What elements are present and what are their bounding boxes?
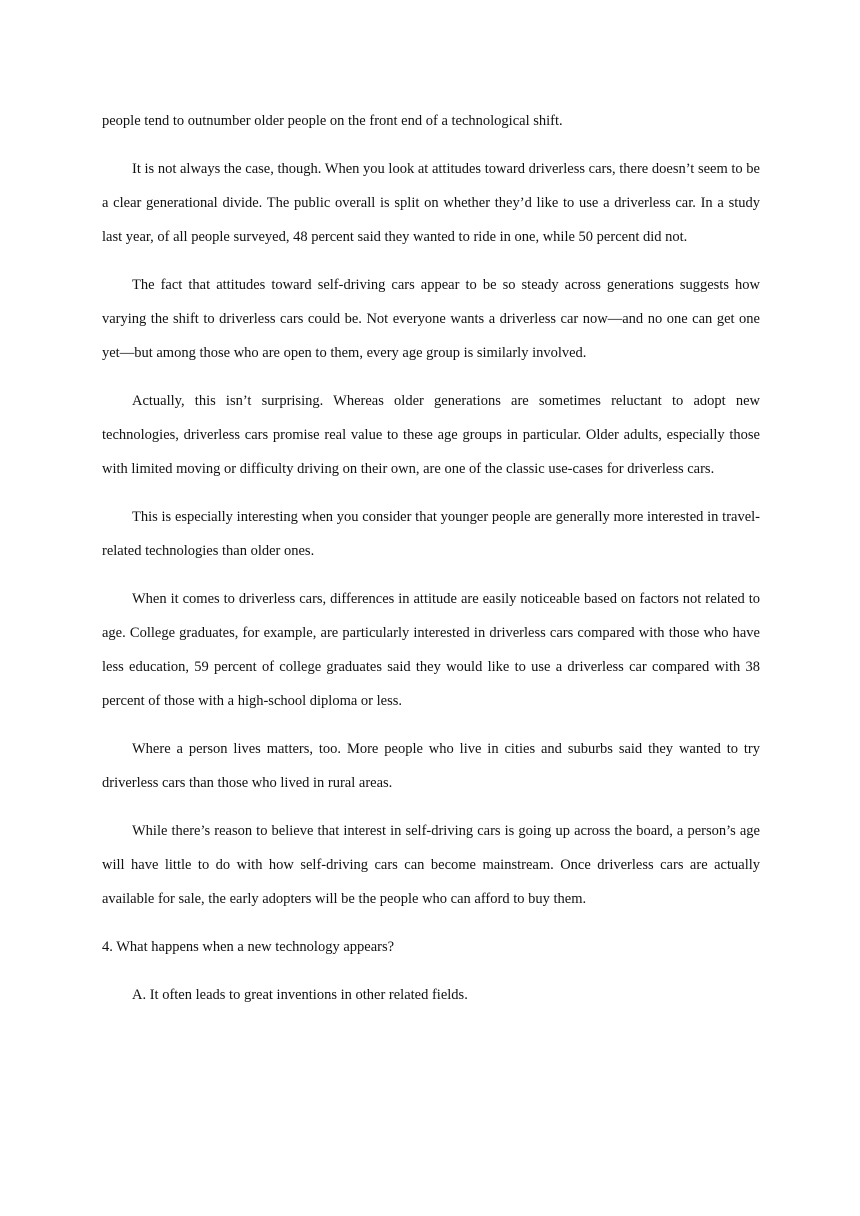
paragraph: While there’s reason to believe that interest in self-driving cars is going up across the board, a person’s age will have little to do with how self-driving cars can become mainstream. Once driverless cars are actually available for sale, the early adopters will be the people who can afford to buy them. bbox=[102, 823, 760, 907]
paragraph: Where a person lives matters, too. More people who live in cities and suburbs said they wanted to try driverless cars than those who lived in rural areas. bbox=[102, 741, 760, 791]
paragraph: When it comes to driverless cars, differences in attitude are easily noticeable based on factors not related to age. College graduates, for example, are particularly interested in driverless cars compared with those who have less education, 59 percent of college graduates said they would like to use a driverless car compared with 38 percent of those with a high-school diploma or less. bbox=[102, 591, 760, 709]
paragraph: It is not always the case, though. When you look at attitudes toward driverless cars, there doesn’t seem to be a clear generational divide. The public overall is split on whether they’d like to use a driverless car. In a study last year, of all people surveyed, 48 percent said they wanted to ride in one, while 50 percent did not. bbox=[102, 161, 760, 245]
paragraph: people tend to outnumber older people on the front end of a technological shift. bbox=[102, 113, 563, 129]
answer-option-a: A. It often leads to great inventions in other related fields. bbox=[132, 987, 468, 1003]
question-text: 4. What happens when a new technology appears? bbox=[102, 939, 395, 955]
paragraph: The fact that attitudes toward self-driving cars appear to be so steady across generations suggests how varying the shift to driverless cars could be. Not everyone wants a driverless car now—and no one can get one yet—but among those who are open to them, every age group is similarly involved. bbox=[102, 277, 760, 361]
paragraph: This is especially interesting when you consider that younger people are generally more interested in travel-related technologies than older ones. bbox=[102, 509, 760, 559]
paragraph: Actually, this isn’t surprising. Whereas older generations are sometimes reluctant to adopt new technologies, driverless cars promise real value to these age groups in particular. Older adults, especially those with limited moving or difficulty driving on their own, are one of the classic use-cases for driverless cars. bbox=[102, 393, 760, 477]
document-body bbox=[102, 104, 760, 1026]
